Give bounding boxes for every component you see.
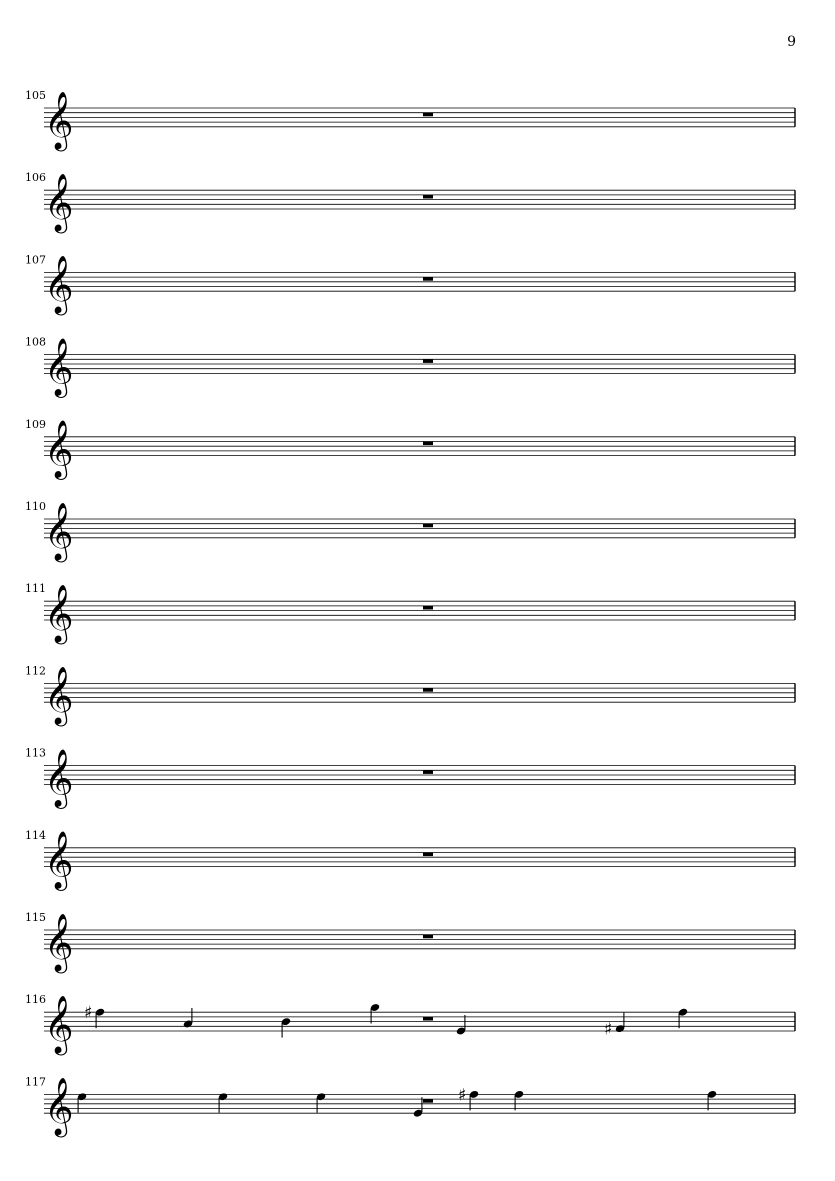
note — [458, 1085, 479, 1110]
treble-clef-icon: 𝄞 — [44, 419, 74, 478]
treble-clef-icon: 𝄞 — [44, 748, 74, 807]
treble-clef-icon: 𝄞 — [44, 173, 74, 231]
whole-rest-icon — [423, 524, 433, 528]
whole-rest-icon — [423, 935, 433, 939]
measure-number: 108 — [25, 335, 46, 349]
measure-number: 116 — [25, 993, 46, 1007]
note — [77, 1092, 88, 1113]
whole-rest-icon — [423, 688, 433, 692]
treble-clef-icon: 𝄞 — [44, 995, 74, 1053]
measure-number: 110 — [25, 500, 46, 513]
whole-rest-icon — [423, 770, 433, 774]
staff-system — [25, 1075, 795, 1138]
staff-systems — [25, 89, 795, 1138]
staff-system — [25, 911, 795, 974]
note — [413, 1097, 424, 1118]
treble-clef-icon: 𝄞 — [44, 1077, 74, 1136]
treble-clef-icon: 𝄞 — [44, 501, 74, 560]
note — [316, 1092, 327, 1113]
staff-system — [25, 171, 795, 234]
page-number: 9 — [787, 34, 796, 50]
note — [183, 1008, 194, 1029]
treble-clef-icon: 𝄞 — [44, 912, 74, 971]
staff-system — [25, 500, 795, 563]
note — [707, 1090, 718, 1111]
note — [514, 1090, 525, 1111]
whole-rest-icon — [423, 113, 433, 117]
measure-number: 117 — [25, 1075, 46, 1089]
sharp-icon: ♯ — [458, 1085, 467, 1106]
staff-system — [25, 253, 795, 316]
sharp-icon: ♯ — [604, 1019, 613, 1040]
measure-number: 107 — [25, 253, 46, 267]
staff-system — [25, 829, 795, 892]
whole-rest-icon — [423, 442, 433, 446]
whole-rest-icon — [423, 359, 433, 363]
staff-system — [25, 418, 795, 481]
note — [218, 1092, 229, 1113]
note — [281, 1017, 292, 1038]
note — [84, 1003, 105, 1028]
measure-number: 111 — [25, 582, 46, 596]
staff-system — [25, 993, 795, 1056]
staff-system — [25, 747, 795, 810]
treble-clef-icon: 𝄞 — [44, 584, 74, 642]
measure-number: 114 — [25, 828, 46, 842]
treble-clef-icon: 𝄞 — [44, 255, 74, 314]
whole-rest-icon — [423, 1017, 433, 1021]
note — [370, 1003, 381, 1024]
whole-rest-icon — [423, 195, 433, 199]
staff-system — [25, 664, 795, 727]
sharp-icon: ♯ — [84, 1003, 93, 1024]
whole-rest-icon — [423, 1099, 433, 1103]
measure-number: 115 — [25, 911, 46, 924]
measure-number: 109 — [25, 417, 46, 431]
measure-number: 112 — [25, 664, 46, 678]
whole-rest-icon — [423, 606, 433, 610]
measure-number: 106 — [25, 171, 46, 185]
treble-clef-icon: 𝄞 — [44, 337, 74, 396]
measure-number: 105 — [25, 89, 46, 102]
staff-system — [25, 582, 795, 645]
whole-rest-icon — [423, 277, 433, 281]
note — [456, 1015, 467, 1036]
staff-system — [25, 89, 795, 152]
note — [678, 1008, 689, 1029]
whole-rest-icon — [423, 853, 433, 857]
treble-clef-icon: 𝄞 — [44, 666, 74, 725]
treble-clef-icon: 𝄞 — [44, 90, 74, 149]
measure-number: 113 — [25, 746, 46, 760]
treble-clef-icon: 𝄞 — [44, 830, 74, 889]
staff-system — [25, 336, 795, 399]
